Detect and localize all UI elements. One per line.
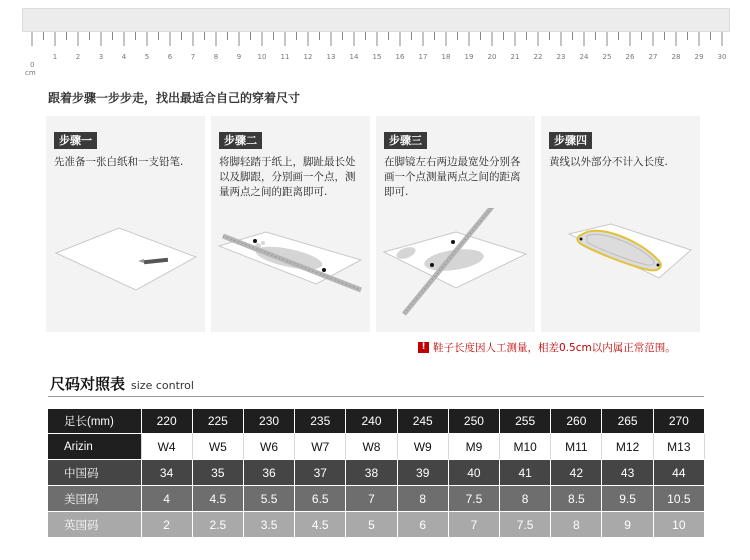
table-cell: 40 [448,460,499,486]
table-cell: 43 [602,460,653,486]
step-2-text: 将脚轻踏于纸上，脚趾最长处以及脚跟，分别画一个点，测量两点之间的距离即可. [219,156,356,198]
ruler-number: 25 [602,53,612,61]
ruler-number: 23 [556,53,566,61]
table-cell: M13 [653,434,704,460]
table-cell: 44 [653,460,704,486]
ruler-number: 24 [579,53,589,61]
table-cell: 36 [243,460,294,486]
size-chart-title [50,373,194,394]
table-cell: W6 [243,434,294,460]
ruler-number: 14 [349,53,359,61]
table-cell: 42 [551,460,602,486]
table-row [48,409,705,434]
foot-outline-illustration [541,208,700,332]
ruler-number: 9 [236,53,242,61]
table-cell: 8.5 [551,486,602,512]
table-cell: M12 [602,434,653,460]
ruler-number: 8 [213,53,219,61]
ruler-number: 27 [648,53,658,61]
table-cell: M11 [551,434,602,460]
ruler-number: 4 [121,53,127,61]
table-row [48,486,705,512]
table-cell: 6 [397,512,448,538]
table-cell: 41 [500,460,551,486]
table-cell: 2.5 [192,512,243,538]
table-row [48,460,705,486]
measurement-note-text: 鞋子长度因人工测量，相差0.5cm以内属正常范围。 [433,342,676,354]
ruler-number: 22 [533,53,543,61]
step-1-badge: 步骤一 [54,132,97,149]
ruler-number: 10 [257,53,267,61]
table-cell: 4 [141,486,192,512]
table-cell: W8 [346,434,397,460]
table-cell: 10 [653,512,704,538]
ruler-number: 12 [303,53,313,61]
row-label: 中国码 [48,460,141,486]
ruler-number: 6 [167,53,173,61]
table-cell: W7 [295,434,346,460]
ruler-number: 1 [52,53,58,61]
table-cell: 2 [141,512,192,538]
foot-on-paper-illustration [211,208,370,332]
table-cell: 7.5 [448,486,499,512]
ruler-number: 11 [280,53,290,61]
paper-pencil-illustration [46,208,205,332]
title-divider [48,396,704,397]
steps-panel [46,116,702,332]
table-cell: M9 [448,434,499,460]
ruler-number: 26 [625,53,635,61]
ruler-number: 13 [326,53,336,61]
row-label: 英国码 [48,512,141,538]
table-cell: 4.5 [295,512,346,538]
table-cell: 38 [346,460,397,486]
size-chart-table [48,409,705,538]
ruler-bar [22,8,730,32]
warning-icon: ! [418,342,429,353]
table-cell: 35 [192,460,243,486]
table-cell: 250 [448,409,499,434]
step-1-text: 先准备一张白纸和一支铅笔. [54,156,184,168]
step-4 [541,116,700,332]
ruler-number: 5 [144,53,150,61]
ruler-number: 20 [487,53,497,61]
table-cell: 255 [500,409,551,434]
guide-heading: 跟着步骤一步步走，找出最适合自己的穿着尺寸 [48,91,301,105]
table-cell: 8 [397,486,448,512]
table-cell: 39 [397,460,448,486]
ruler-number: 17 [418,53,428,61]
step-1 [46,116,205,332]
row-label: 足长(mm) [48,409,141,434]
ruler-scale [22,32,730,78]
row-label: 美国码 [48,486,141,512]
table-cell: 260 [551,409,602,434]
table-cell: W9 [397,434,448,460]
table-cell: 235 [295,409,346,434]
ruler-number: 28 [671,53,681,61]
table-cell: 9.5 [602,486,653,512]
table-cell: M10 [500,434,551,460]
table-cell: 230 [243,409,294,434]
step-3-badge: 步骤三 [384,132,427,149]
table-cell: 5.5 [243,486,294,512]
ruler-number: 3 [98,53,104,61]
ruler-number: 19 [464,53,474,61]
ruler-number: 16 [395,53,405,61]
row-label: Arizin [48,434,141,460]
step-2 [211,116,370,332]
table-row [48,434,705,460]
table-cell: 34 [141,460,192,486]
table-cell: 7 [346,486,397,512]
table-cell: 240 [346,409,397,434]
ruler-number: 7 [190,53,196,61]
table-cell: 5 [346,512,397,538]
size-chart-title-cn: 尺码对照表 [50,375,126,393]
table-cell: 6.5 [295,486,346,512]
ruler-number: 2 [75,53,81,61]
size-chart-title-en: size control [131,379,194,392]
table-cell: 265 [602,409,653,434]
table-cell: W4 [141,434,192,460]
step-3 [376,116,535,332]
table-cell: 8 [551,512,602,538]
table-cell: 220 [141,409,192,434]
ruler [22,8,730,78]
table-cell: 9 [602,512,653,538]
ruler-zero: 0 [30,61,35,69]
table-cell: W5 [192,434,243,460]
table-cell: 7.5 [500,512,551,538]
ruler-number: 15 [372,53,382,61]
step-3-text: 在脚镜左右两边最宽处分别各画一个点测量两点之间的距离即可. [384,156,521,198]
table-cell: 10.5 [653,486,704,512]
table-cell: 37 [295,460,346,486]
step-4-badge: 步骤四 [549,132,592,149]
ruler-number: 30 [717,53,727,61]
table-cell: 4.5 [192,486,243,512]
table-cell: 3.5 [243,512,294,538]
ruler-number: 18 [441,53,451,61]
table-cell: 245 [397,409,448,434]
ruler-unit: cm [25,69,36,77]
table-cell: 8 [500,486,551,512]
measurement-note [418,340,676,355]
table-cell: 7 [448,512,499,538]
ruler-number: 21 [510,53,520,61]
foot-width-illustration [376,208,535,332]
table-cell: 225 [192,409,243,434]
ruler-number: 29 [694,53,704,61]
table-cell: 270 [653,409,704,434]
table-row [48,512,705,538]
step-4-text: 黄线以外部分不计入长度. [549,156,668,168]
step-2-badge: 步骤二 [219,132,262,149]
